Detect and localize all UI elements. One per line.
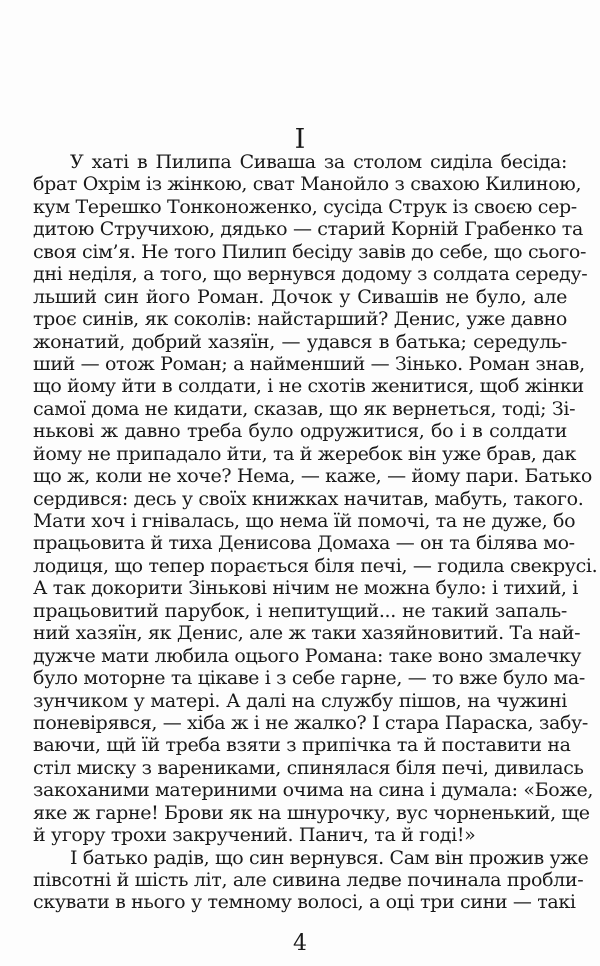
text-line: ваючи, щй їй треба взяти з припічка та й поставити на — [33, 734, 571, 757]
text-line: що ж, коли не хоче? Нема, — каже, — йому пари. Батько — [33, 465, 592, 488]
text-line: лодиця, що тепер порається біля печі, — годила свекрусі. — [33, 554, 598, 577]
text-line: закоханими материними очима на сина і думала: «Боже, — [33, 779, 594, 802]
text-line: дні неділя, а того, що вернувся додому з солдата середу- — [33, 263, 588, 286]
text-line: сердився: десь у своїх книжках начитав, мабуть, такого. — [33, 487, 584, 510]
chapter-heading: I — [294, 124, 306, 156]
page-number: 4 — [293, 931, 307, 956]
text-line: й угору трохи закручений. Панич, та й годі!» — [33, 824, 476, 847]
text-line: дитою Стручихою, дядько — старий Корній Грабенко та — [33, 218, 583, 241]
text-line: А так докорити Зінькові нічим не можна було: і тихий, і — [33, 577, 578, 600]
text-line: ний хазяїн, як Денис, але ж таки хазяйновитий. Та най- — [33, 622, 581, 645]
text-line: що йому йти в солдати, і не схотів женитися, щоб жінки — [33, 375, 584, 398]
text-line: працьовитий парубок, і непитущий... не такий запаль- — [33, 599, 567, 622]
text-line: ший — отож Роман; а найменший — Зінько. Роман знав, — [33, 352, 585, 375]
text-line: зунчиком у матері. А далі на службу пішов, на чужині — [33, 689, 567, 712]
paragraph-1 — [33, 151, 598, 847]
text-line: Мати хоч і гнівалась, що нема їй помочі, та не дуже, бо — [33, 510, 576, 532]
text-line: нькові ж давно треба було одружитися, бо і в солдати — [33, 420, 567, 443]
text-line: поневірявся, — хіба ж і не жалко? І стара Параска, забу- — [33, 711, 588, 734]
text-line: самої дома не кидати, сказав, що як вернеться, тоді; Зі- — [33, 397, 576, 420]
text-line: дужче мати любила оцього Романа: таке воно змалечку — [33, 644, 582, 667]
text-line: стіл миску з варениками, спинялася біля печі, дивилась — [33, 756, 584, 779]
text-line: своя сім’я. Не того Пилип бесіду завів до себе, що сього- — [33, 240, 587, 263]
text-line: льший син його Роман. Дочок у Сивашів не було, але — [33, 285, 567, 308]
text-line: скувати в нього у темному волосі, а оці три сини — такі — [33, 891, 576, 914]
text-line: троє синів, як соколів: найстарший? Денис, уже давно — [33, 308, 567, 331]
text-line: кум Терешко Тонконоженко, сусіда Струк із своєю сер- — [33, 195, 577, 218]
text-line: півсотні й шість літ, але сивина ледве починала пробли- — [33, 869, 584, 891]
text-line: працьовита й тиха Денисова Домаха — он та білява мо- — [33, 532, 575, 555]
text-line: У хаті в Пилипа Сиваша за столом сиділа бесіда: — [70, 151, 567, 173]
body-text — [33, 151, 598, 914]
text-line: йому не припадало йти, та й жеребок він уже брав, дак — [33, 442, 576, 465]
text-line: І батько радів, що син вернувся. Сам він прожив уже — [70, 846, 589, 869]
text-line: жонатий, добрий хазяїн, — удався в батька; середуль- — [33, 330, 567, 353]
text-line: було моторне та цікаве і з себе гарне, — то вже було ма- — [33, 667, 585, 690]
text-line: яке ж гарне! Брови як на шнурочку, вус чорненький, ще — [33, 801, 590, 824]
paragraph-2 — [33, 846, 589, 914]
text-line: брат Охрім із жінкою, сват Манойло з свахою Килиною, — [33, 173, 582, 196]
